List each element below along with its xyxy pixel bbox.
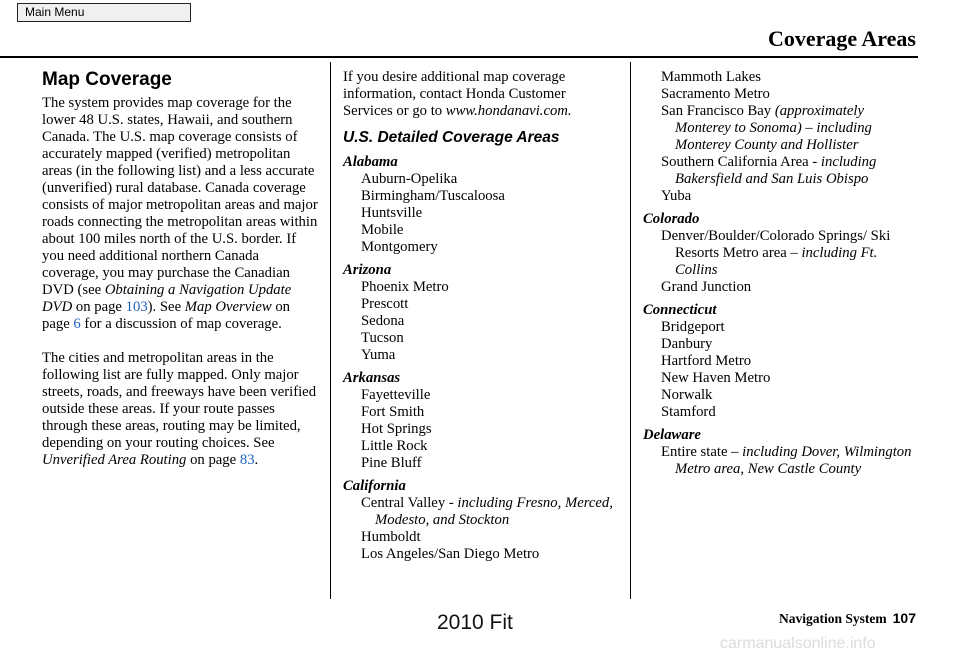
list-item: Tucson bbox=[361, 330, 404, 346]
ref-map-overview: Map Overview bbox=[184, 299, 272, 315]
map-coverage-heading: Map Coverage bbox=[42, 69, 172, 90]
city-list-california bbox=[343, 495, 619, 563]
fully-mapped-paragraph bbox=[42, 350, 318, 469]
list-item: Bridgeport bbox=[661, 319, 725, 335]
paragraph-text: The cities and metropolitan areas in the following list are fully mapped. Only major streets, roads, and freeways have been verified outside these areas. If your route passes through these areas, routing may be limited, depending on your routing choices. See bbox=[42, 350, 317, 451]
ref-unverified-area-routing: Unverified Area Routing bbox=[42, 452, 187, 468]
footer-nav-label: Navigation System bbox=[779, 611, 887, 626]
city-list-delaware bbox=[643, 444, 923, 478]
on-page-text: on page bbox=[190, 452, 237, 468]
page-footer bbox=[779, 610, 916, 628]
list-item: Auburn-Opelika bbox=[361, 171, 458, 187]
list-item: Grand Junction bbox=[661, 279, 752, 295]
city-name: Southern California Area - bbox=[661, 154, 818, 170]
city-list-arkansas bbox=[343, 387, 619, 472]
state-heading-delaware: Delaware bbox=[643, 427, 701, 443]
state-heading-colorado: Colorado bbox=[643, 211, 700, 227]
list-item bbox=[661, 103, 923, 154]
list-item: Hartford Metro bbox=[661, 353, 752, 369]
page-title: Coverage Areas bbox=[767, 26, 916, 51]
list-item bbox=[361, 495, 619, 529]
main-menu-button[interactable]: Main Menu bbox=[17, 3, 191, 22]
city-list-connecticut bbox=[643, 319, 923, 421]
contact-text: If you desire additional map coverage information, contact Honda Customer Services or go to bbox=[343, 69, 566, 119]
header-divider bbox=[0, 56, 918, 58]
list-item: Humboldt bbox=[361, 529, 421, 545]
city-list-arizona bbox=[343, 279, 619, 364]
column-coverage-list-2 bbox=[643, 62, 923, 482]
list-item: Mobile bbox=[361, 222, 404, 238]
list-item: Sacramento Metro bbox=[661, 86, 770, 102]
paragraph-text: The system provides map coverage for the lower 48 U.S. states, Hawaii, and southern Canada. The U.S. map coverage consists of accurately mapped (verified) metropolitan areas (in the following list) and a less accurate (unverified) rural database. Canada coverage consists of major metropolitan areas and major roads connecting the metropolitan areas within about 100 miles north of the U.S. border. If you need additional northern Canada coverage, you may purchase the Canadian DVD (see bbox=[42, 95, 318, 298]
city-note: (approximately Monterey to Sonoma) – including Monterey County and Hollister bbox=[675, 103, 872, 153]
paragraph-end-text: for a discussion of map coverage. bbox=[84, 316, 282, 332]
list-item: Prescott bbox=[361, 296, 409, 312]
on-page-text: on page bbox=[75, 299, 122, 315]
hondanavi-url[interactable]: www.hondanavi.com. bbox=[445, 103, 572, 119]
list-item: Fayetteville bbox=[361, 387, 431, 403]
list-item: Huntsville bbox=[361, 205, 423, 221]
map-coverage-paragraph bbox=[42, 95, 318, 333]
list-item bbox=[661, 444, 923, 478]
list-item: Los Angeles/San Diego Metro bbox=[361, 546, 540, 562]
city-list-alabama bbox=[343, 171, 619, 256]
list-item bbox=[661, 228, 923, 279]
state-heading-arizona: Arizona bbox=[343, 262, 392, 278]
list-item: New Haven Metro bbox=[661, 370, 771, 386]
ref-obtaining-update-dvd: Obtaining a Navigation Update DVD bbox=[42, 282, 292, 315]
city-note: including Fresno, Merced, Modesto, and Stockton bbox=[375, 495, 613, 528]
page-link-83[interactable]: 83 bbox=[239, 452, 255, 468]
list-item: Yuba bbox=[661, 188, 692, 204]
list-item: Phoenix Metro bbox=[361, 279, 449, 295]
column-coverage-list-1 bbox=[343, 62, 619, 567]
contact-paragraph bbox=[343, 69, 619, 120]
column-divider bbox=[630, 62, 631, 599]
city-note: including Bakersfield and San Luis Obispo bbox=[675, 154, 877, 187]
city-name: Entire state – bbox=[661, 444, 739, 460]
list-item: Stamford bbox=[661, 404, 716, 420]
see-text: ). See bbox=[147, 299, 182, 315]
list-item: Norwalk bbox=[661, 387, 713, 403]
city-list-california-cont bbox=[643, 69, 923, 205]
city-name: Denver/Boulder/Colorado Springs/ Ski Resorts Metro area – bbox=[661, 228, 891, 261]
city-name: San Francisco Bay bbox=[661, 103, 772, 119]
list-item: Yuma bbox=[361, 347, 396, 363]
list-item: Sedona bbox=[361, 313, 405, 329]
list-item bbox=[661, 154, 923, 188]
column-divider bbox=[330, 62, 331, 599]
city-name: Central Valley - bbox=[361, 495, 454, 511]
list-item: Montgomery bbox=[361, 239, 438, 255]
list-item: Little Rock bbox=[361, 438, 428, 454]
list-item: Mammoth Lakes bbox=[661, 69, 761, 85]
list-item: Hot Springs bbox=[361, 421, 432, 437]
state-heading-connecticut: Connecticut bbox=[643, 302, 717, 318]
page-number: 107 bbox=[892, 610, 916, 626]
list-item: Birmingham/Tuscaloosa bbox=[361, 188, 505, 204]
state-heading-arkansas: Arkansas bbox=[343, 370, 401, 386]
city-list-colorado bbox=[643, 228, 923, 296]
list-item: Fort Smith bbox=[361, 404, 425, 420]
city-note: including Dover, Wilmington Metro area, New Castle County bbox=[675, 444, 912, 477]
page-link-6[interactable]: 6 bbox=[73, 316, 81, 332]
paragraph-end-text: . bbox=[254, 452, 259, 468]
city-note: including Ft. Collins bbox=[675, 245, 878, 278]
detailed-coverage-heading: U.S. Detailed Coverage Areas bbox=[343, 129, 560, 146]
column-map-coverage bbox=[42, 62, 318, 469]
list-item: Pine Bluff bbox=[361, 455, 422, 471]
on-page-text: on page bbox=[42, 299, 291, 332]
page-link-103[interactable]: 103 bbox=[125, 299, 148, 315]
model-watermark: 2010 Fit bbox=[437, 611, 513, 634]
list-item: Danbury bbox=[661, 336, 713, 352]
state-heading-alabama: Alabama bbox=[343, 154, 398, 170]
state-heading-california: California bbox=[343, 478, 406, 494]
site-watermark: carmanualsonline.info bbox=[720, 635, 876, 652]
